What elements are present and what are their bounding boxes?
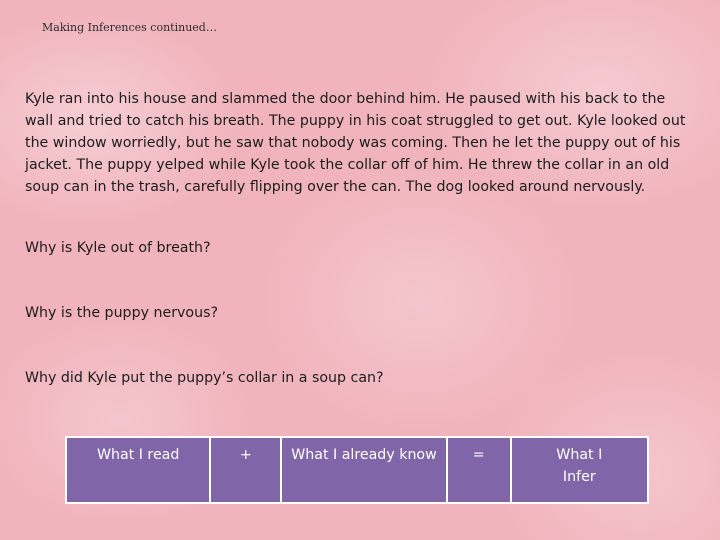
question-1: Why is Kyle out of breath? bbox=[25, 240, 211, 256]
question-3: Why did Kyle put the puppy’s collar in a soup can? bbox=[25, 370, 384, 386]
what-i-infer-cell bbox=[511, 437, 648, 503]
question-2: Why is the puppy nervous? bbox=[25, 305, 219, 321]
what-i-infer-label: What I Infer bbox=[556, 447, 603, 485]
plus-sign-cell: + bbox=[210, 437, 281, 503]
table-row bbox=[66, 437, 648, 503]
what-i-already-know-cell: What I already know bbox=[281, 437, 447, 503]
what-i-read-cell: What I read bbox=[66, 437, 210, 503]
slide-heading: Making Inferences continued… bbox=[42, 21, 217, 34]
equals-sign-cell: = bbox=[447, 437, 511, 503]
story-passage: Kyle ran into his house and slammed the door behind him. He paused with his back to the wall and tried to catch his breath. The puppy in his coat struggled to get out. Kyle looked out the window worriedly, but he saw that nobody was coming. Then he let the puppy out of his jacket. The puppy yelped while Kyle took the collar off of him. He threw the collar in an old soup can in the trash, carefully flipping over the can. The dog looked around nervously. bbox=[25, 91, 686, 195]
inference-equation-table bbox=[65, 436, 649, 504]
